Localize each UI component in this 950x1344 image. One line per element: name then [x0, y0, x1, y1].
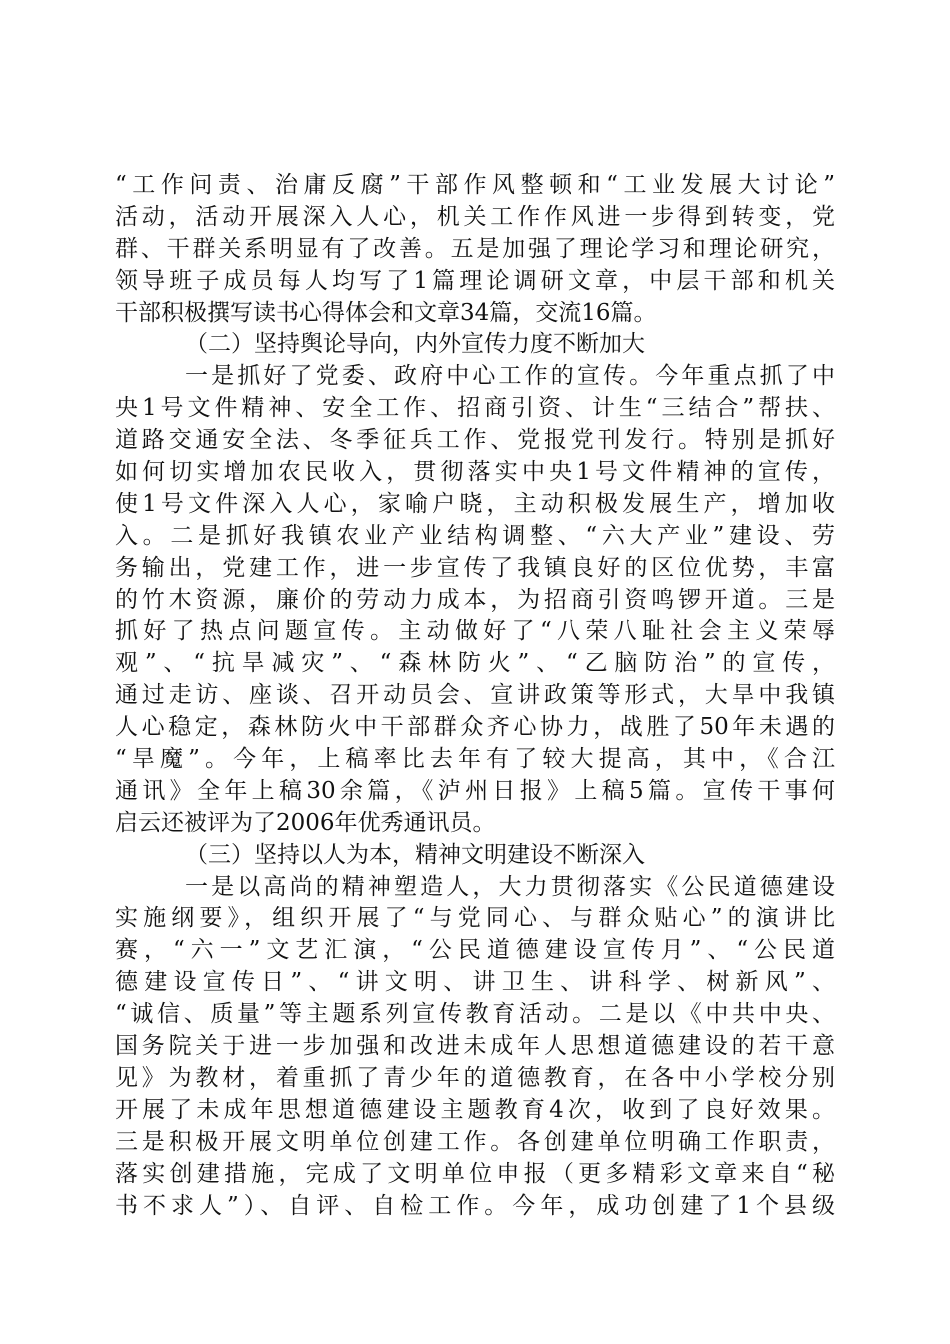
text-line: 落实创建措施，完成了文明单位申报（更多精彩文章来自“秘 — [115, 1160, 835, 1187]
text-line: 群、干群关系明显有了改善。五是加强了理论学习和理论研究， — [115, 235, 835, 262]
text-line: 如何切实增加农民收入，贯彻落实中央1号文件精神的宣传， — [115, 459, 835, 486]
text-line: 德建设宣传日”、“讲文明、讲卫生、讲科学、树新风”、 — [115, 969, 835, 996]
text-line: 人心稳定，森林防火中干部群众齐心协力，战胜了50年未遇的 — [115, 714, 835, 741]
text-line: 使1号文件深入人心，家喻户晓，主动积极发展生产，增加收 — [115, 490, 835, 517]
text-line: 启云还被评为了2006年优秀通讯员。 — [115, 809, 496, 836]
text-line: 道路交通安全法、冬季征兵工作、党报党刊发行。特别是抓好 — [115, 427, 835, 454]
section-heading-2 — [115, 329, 835, 361]
paragraph-civilization — [115, 872, 835, 1223]
text-line: 活动，活动开展深入人心，机关工作作风进一步得到转变，党 — [115, 203, 835, 230]
text-line: 通讯》全年上稿30余篇，《泸州日报》上稿5篇。宣传干事何 — [115, 777, 835, 804]
text-line: 实施纲要》，组织开展了“与党同心、与群众贴心”的演讲比 — [115, 905, 835, 932]
text-line: 领导班子成员每人均写了1篇理论调研文章，中层干部和机关 — [115, 267, 835, 294]
section-heading-3 — [115, 840, 835, 872]
text-line: 书不求人”）、自评、自检工作。今年，成功创建了1个县级 — [115, 1192, 835, 1219]
text-line: 国务院关于进一步加强和改进未成年人思想道德建设的若干意 — [115, 1033, 835, 1060]
text-line: 赛，“六一”文艺汇演，“公民道德建设宣传月”、“公民道 — [115, 937, 835, 964]
text-line: 的竹木资源，廉价的劳动力成本，为招商引资鸣锣开道。三是 — [115, 586, 835, 613]
text-line: 通过走访、座谈、召开动员会、宣讲政策等形式，大旱中我镇 — [115, 682, 835, 709]
text-line: “工作问责、治庸反腐”干部作风整顿和“工业发展大讨论” — [115, 172, 835, 198]
text-line: 央1号文件精神、安全工作、招商引资、计生“三结合”帮扶、 — [115, 395, 835, 422]
document-body — [115, 170, 835, 1222]
text-line: “旱魔”。今年，上稿率比去年有了较大提高，其中，《合江 — [115, 746, 835, 773]
text-line: 务输出，党建工作，进一步宣传了我镇良好的区位优势，丰富 — [115, 554, 835, 581]
text-line: 入。二是抓好我镇农业产业结构调整、“六大产业”建设、劳 — [115, 522, 835, 549]
section-heading-text: （三）坚持以人为本，精神文明建设不断深入 — [185, 841, 645, 868]
text-line: 一是以高尚的精神塑造人，大力贯彻落实《公民道德建设 — [185, 873, 835, 900]
text-line: 开展了未成年思想道德建设主题教育4次，收到了良好效果。 — [115, 1096, 835, 1123]
text-line: 观”、“抗旱减灾”、“森林防火”、“乙脑防治”的宣传， — [115, 650, 835, 677]
text-line: 一是抓好了党委、政府中心工作的宣传。今年重点抓了中 — [185, 363, 835, 390]
section-heading-text: （二）坚持舆论导向，内外宣传力度不断加大 — [185, 331, 645, 358]
text-line: 干部积极撰写读书心得体会和文章34篇，交流16篇。 — [115, 299, 657, 326]
text-line: 抓好了热点问题宣传。主动做好了“八荣八耻社会主义荣辱 — [115, 618, 835, 645]
text-line: 三是积极开展文明单位创建工作。各创建单位明确工作职责， — [115, 1128, 835, 1155]
text-line: 见》为教材，着重抓了青少年的道德教育，在各中小学校分别 — [115, 1064, 835, 1091]
paragraph-continuation — [115, 170, 835, 329]
text-line: “诚信、质量”等主题系列宣传教育活动。二是以《中共中央、 — [115, 1001, 835, 1028]
paragraph-publicity — [115, 361, 835, 839]
